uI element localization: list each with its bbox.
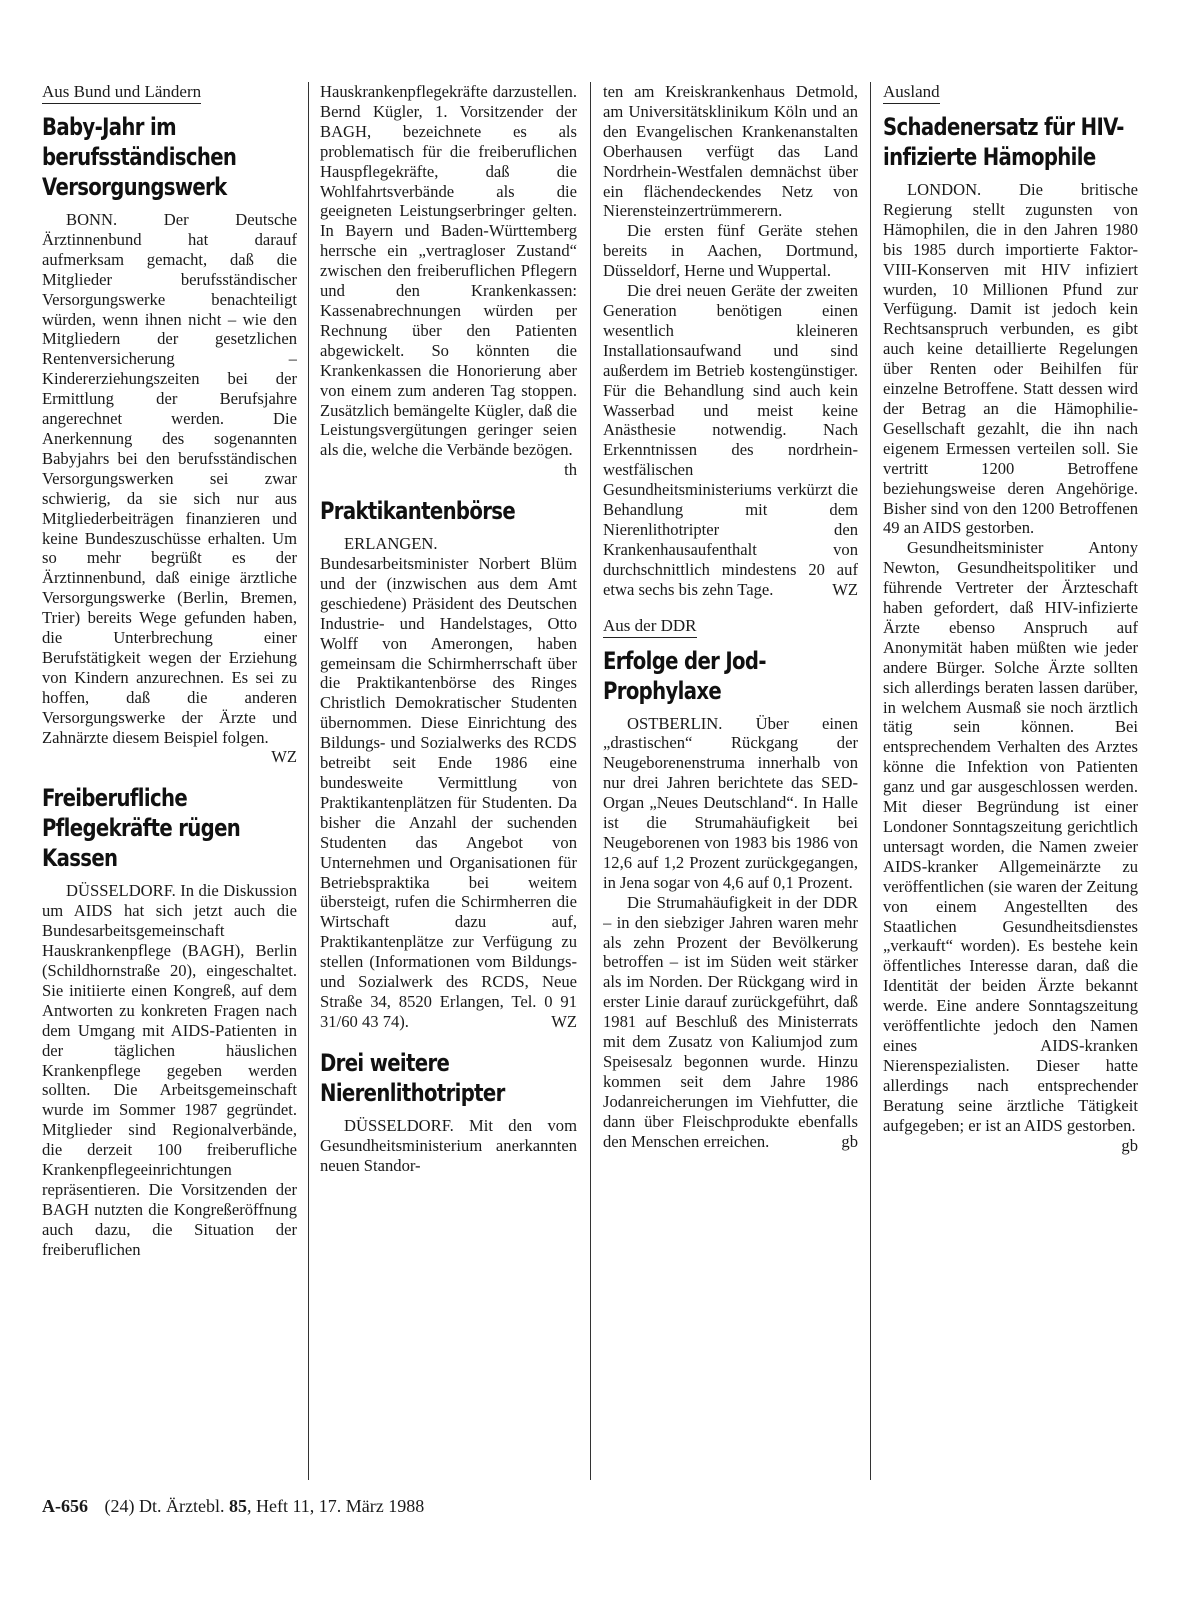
section-label: Aus Bund und Ländern bbox=[42, 82, 201, 104]
article-title: Baby-Jahr im berufsständischen Versorgungswerk bbox=[42, 113, 237, 201]
article-body: ERLANGEN. Bundesarbeitsminister Norbert Blüm und der (inzwischen aus dem Amt geschiedene) Präsident des Deutschen Industrie- und Handelstages, Otto Wolff von Amerongen, haben gemeinsam die Schirmherrschaft über die Praktikantenbörse des Ringes Christlich Demokratischer Studenten übernommen. Diese Einrichtung des Bildungs- und Sozialwerks des RCDS betreibt seit Ende 1986 eine bundesweite Vermittlung von Praktikantenplätzen für Studenten. Da bisher die Anzahl der suchenden Studenten das Angebot von Unternehmen und Organisationen für Betriebspraktika bei weitem übersteigt, rufen die Schirmherren die Wirtschaft dazu auf, Praktikantenplätze zur Verfügung zu stellen (Informationen vom Bildungs- und Sozialwerk des RCDS, Neue Straße 34, 8520 Erlangen, Tel. 0 91 31/60 43 74). WZ bbox=[320, 534, 577, 1031]
column-rule-3 bbox=[870, 82, 871, 1480]
issue-citation-suffix: , Heft 11, 17. März 1988 bbox=[246, 1496, 425, 1516]
page-number: A-656 bbox=[42, 1496, 88, 1516]
author-signature: WZ bbox=[271, 747, 297, 767]
author-signature: th bbox=[564, 460, 577, 480]
article-title: Drei weitere Nierenlithotripter bbox=[320, 1048, 505, 1107]
article-continuation: ten am Kreiskrankenhaus Detmold, am Universitätsklinikum Köln und an den Evangelischen Krankenanstalten Oberhausen verfügt das Land Nordrhein-Westfalen demnächst über ein flächendeckendes Netz von Nierensteinzertrümmerern. bbox=[603, 82, 858, 221]
article-paragraph: Die drei neuen Geräte der zweiten Generation benötigen einen wesentlich kleineren Installationsaufwand und sind außerdem im Betrieb kostengünstiger. Für die Behandlung sind auch kein Wasserbad und meist keine Anästhesie notwendig. Nach Erkenntnissen des nordrhein-westfälischen Gesundheitsministeriums verkürzt die Behandlung mit dem Nierenlithotripter den Krankenhausaufenthalt von durchschnittlich mindestens 20 auf etwa sechs bis zehn Tage. WZ bbox=[603, 281, 858, 599]
issue-citation-prefix: (24) Dt. Ärztebl. bbox=[104, 1496, 225, 1516]
page-footer bbox=[42, 1495, 424, 1517]
article-paragraph: OSTBERLIN. Über einen „drastischen“ Rückgang der Neugeborenenstruma innerhalb von nur drei Jahren berichtete das SED-Organ „Neues Deutschland“. In Halle ist die Strumahäufigkeit bei Neugeborenen von 1983 bis 1986 von 12,6 auf 1,2 Prozent zurückgegangen, in Jena sogar von 4,6 auf 0,1 Prozent. bbox=[603, 713, 858, 892]
column-2 bbox=[320, 82, 577, 1485]
column-4 bbox=[883, 82, 1138, 1485]
section-label: Aus der DDR bbox=[603, 616, 697, 638]
article-paragraph: LONDON. Die britische Regierung stellt zugunsten von Hämophilen, die in den Jahren 1980 bis 1985 durch importierte Faktor-VIII-Konserven mit HIV infiziert wurden, 10 Millionen Pfund zur Verfügung. Damit ist jedoch kein Rechtsanspruch verbunden, es gibt auch keine detaillierte Regelungen über Renten oder Beihilfen für einzelne Betroffene. Statt dessen wird der Betrag an die Hämophilie-Gesellschaft gezahlt, die ihn nach eigenem Ermessen verteilen soll. Sie vertritt 1200 Betroffene beziehungsweise deren Angehörige. Bisher sind von den 1200 Betroffenen 49 an AIDS gestorben. bbox=[883, 180, 1138, 538]
article-title: Freiberufliche Pflegekräfte rügen Kassen bbox=[42, 784, 241, 873]
article-title: Erfolge der Jod-Prophylaxe bbox=[603, 646, 766, 705]
article-body: DÜSSELDORF. In die Diskussion um AIDS hat sich jetzt auch die Bundesarbeitsgemeinschaft Hauskrankenpflege (BAGH), Berlin (Schildhornstraße 20), eingeschaltet. Sie initiierte einen Kongreß, auf dem Antworten zu konkreten Fragen nach dem Umgang mit AIDS-Patienten in der täglichen häuslichen Krankenpflege gegeben werden sollten. Die Arbeitsgemeinschaft wurde im Sommer 1987 gegründet. Mitglieder sind Regionalverbände, die derzeit 100 freiberufliche Krankenpflegeeinrichtungen repräsentieren. Die Vorsitzenden der BAGH nutzten die Kongreßeröffnung auch dazu, die Situation der freiberuflichen bbox=[42, 881, 297, 1259]
article-title: Schadenersatz für HIV-infizierte Hämophile bbox=[883, 113, 1124, 171]
column-3 bbox=[603, 82, 858, 1485]
article-paragraph: Die Strumahäufigkeit in der DDR – in den siebziger Jahren waren mehr als zehn Prozent der Bevölkerung betroffen – ist im Süden weit stärker als im Norden. Der Rückgang wird in erster Linie darauf zurückgeführt, daß 1981 auf Beschluß des Ministerrats mit dem Zusatz von Kaliumjod zum Speisesalz begonnen wurde. Hinzu kommen seit dem Jahre 1986 Jodanreicherungen im Viehfutter, die dann über Fleischprodukte ebenfalls den Menschen erreichen. gb bbox=[603, 892, 858, 1151]
article-body: DÜSSELDORF. Mit den vom Gesundheitsministerium anerkannten neuen Standor- bbox=[320, 1115, 577, 1175]
author-signature: gb bbox=[841, 1131, 858, 1151]
article-body: BONN. Der Deutsche Ärztinnenbund hat darauf aufmerksam gemacht, daß die Mitglieder berufsständischer Versorgungswerke benachteiligt würden, wenn ihnen nicht – wie den Mitgliedern der gesetzlichen Rentenversicherung – Kindererziehungszeiten bei der Ermittlung der Berufsjahre angerechnet werden. Die Anerkennung des sogenannten Babyjahrs bei den berufsständischen Versorgungswerken sei zwar schwierig, da sie sich nur aus Mitgliederbeiträgen finanzieren und keine Bundeszuschüsse erhalten. Um so mehr begrüßt es der Ärztinnenbund, daß einige ärztliche Versorgungswerke (Berlin, Bremen, Trier) bereits Wege gefunden haben, die Unterbrechung einer Berufstätigkeit wegen der Erziehung von Kindern anzurechnen. Es sei zu hoffen, daß die anderen Versorgungswerke der Ärzte und Zahnärzte diesem Beispiel folgen. WZ bbox=[42, 210, 297, 767]
author-signature: gb bbox=[1121, 1135, 1138, 1155]
column-rule-2 bbox=[590, 82, 591, 1480]
column-1 bbox=[42, 82, 297, 1485]
author-signature: WZ bbox=[832, 579, 858, 599]
article-paragraph: Die ersten fünf Geräte stehen bereits in Aachen, Dortmund, Düsseldorf, Herne und Wuppertal. bbox=[603, 221, 858, 281]
article-paragraph: Gesundheitsminister Antony Newton, Gesundheitspolitiker und führende Vertreter der Ärzteschaft haben gefordert, daß HIV-infizierte Ärzte ebenso Anspruch auf Anonymität haben müßten wie jeder andere Bürger. Solche Ärzte sollten sich allerdings beraten lassen darüber, in welchem Ausmaß sie noch ärztlich tätig sein können. Bei entsprechendem Verhalten des Arztes könne die Infektion von Patienten ganz und gar ausgeschlossen werden. Mit dieser Begründung ist einer Londoner Sonntagszeitung gerichtlich untersagt worden, die Namen zweier AIDS-kranker Allgemeinärzte zu veröffentlichen (sie waren der Zeitung von einem Angestellten des Staatlichen Gesundheitsdienstes „verkauft“ worden). Es bestehe kein öffentliches Interesse daran, daß die Identität der beiden Ärzte bekannt werde. Eine andere Sonntagszeitung veröffentlichte jedoch den Namen eines AIDS-kranken Nierenspezialisten. Dieser hatte allerdings nach entsprechender Beratung seine ärztliche Tätigkeit aufgegeben; er ist an AIDS gestorben. gb bbox=[883, 538, 1138, 1155]
section-label: Ausland bbox=[883, 82, 940, 104]
article-continuation: Hauskrankenpflegekräfte darzustellen. Bernd Kügler, 1. Vorsitzender der BAGH, bezeichnete es als problematisch für die freiberuflichen Hauspflegekräfte, daß die Wohlfahrtsverbände als die geeigneten Leistungserbringer gelten. In Bayern und Baden-Württemberg herrsche ein „vertragloser Zustand“ zwischen den freiberuflichen Pflegern und den Krankenkassen: Kassenabrechnungen würden per Rechnung über den Patienten abgewickelt. So könnten die Krankenkassen die Honorierung aber von einem zum anderen Tag stoppen. Zusätzlich bemängelte Kügler, daß die Leistungsvergütungen geringer seien als die, welche die Verbände bezögen. th bbox=[320, 82, 577, 480]
author-signature: WZ bbox=[551, 1011, 577, 1031]
article-title: Praktikantenbörse bbox=[320, 497, 516, 526]
column-rule-1 bbox=[308, 82, 309, 1480]
volume-number: 85 bbox=[228, 1496, 247, 1516]
